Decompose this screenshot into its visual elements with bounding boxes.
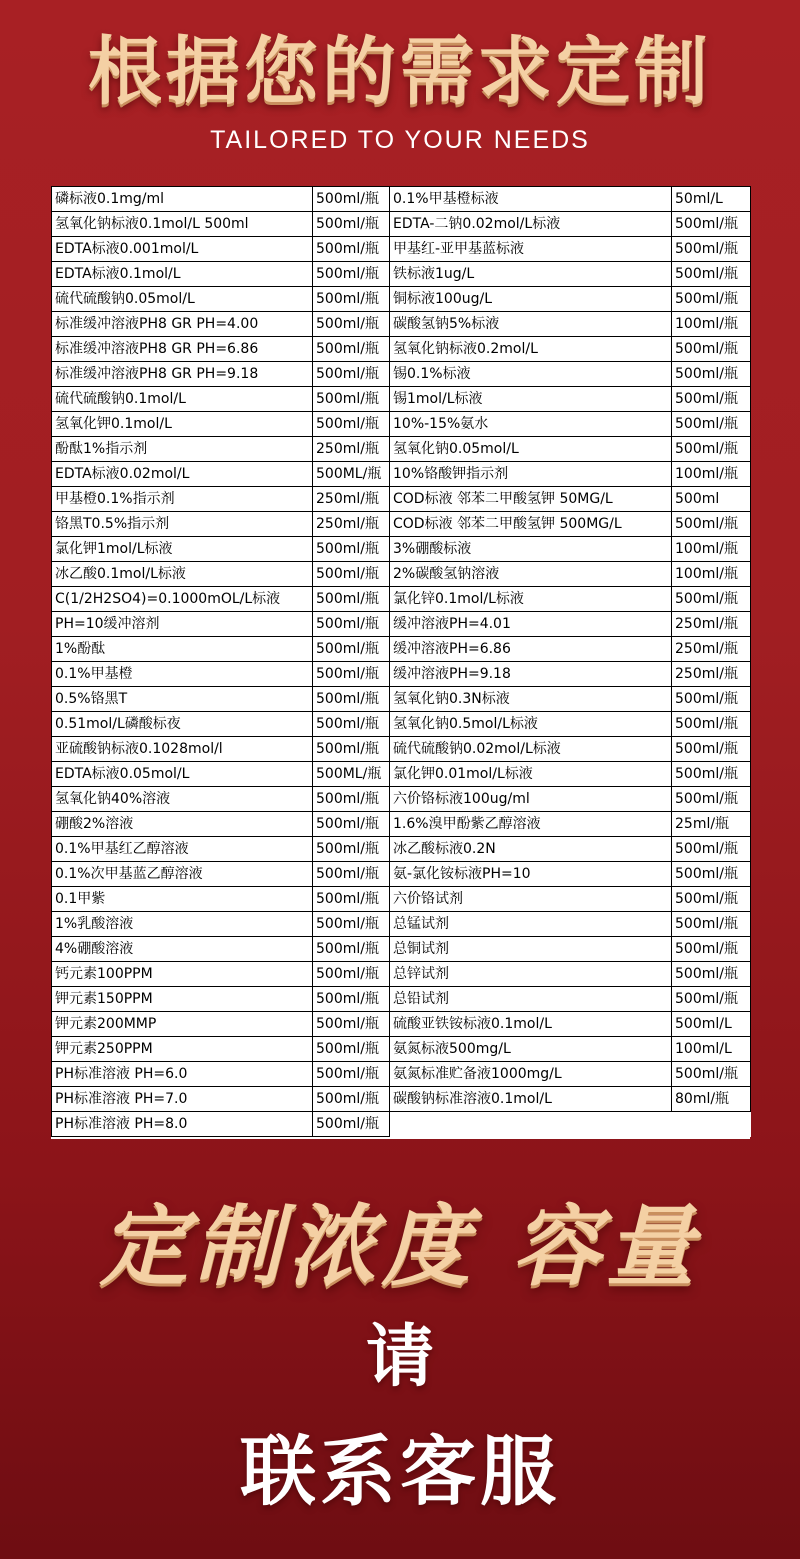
product-name-cell: 0.1%甲基红乙醇溶液 xyxy=(52,837,313,862)
volume-cell: 500ml/瓶 xyxy=(313,287,390,312)
product-name-cell: EDTA标液0.02mol/L xyxy=(52,462,313,487)
product-name-cell: 0.51mol/L磷酸标夜 xyxy=(52,712,313,737)
volume-cell: 500ml/瓶 xyxy=(672,937,751,962)
product-name-cell: 10%-15%氨水 xyxy=(390,412,672,437)
table-row xyxy=(52,912,751,937)
table-row xyxy=(52,1087,751,1112)
product-name-cell: 4%硼酸溶液 xyxy=(52,937,313,962)
volume-cell: 500ml/L xyxy=(672,1012,751,1037)
table-row xyxy=(52,1112,751,1137)
product-name-cell: PH=10缓冲溶剂 xyxy=(52,612,313,637)
table-row xyxy=(52,537,751,562)
volume-cell: 500ml/瓶 xyxy=(313,537,390,562)
product-name-cell: 总锰试剂 xyxy=(390,912,672,937)
volume-cell: 500ml/瓶 xyxy=(313,687,390,712)
volume-cell: 500ml/瓶 xyxy=(313,737,390,762)
product-name-cell: EDTA标液0.05mol/L xyxy=(52,762,313,787)
volume-cell: 500ml/瓶 xyxy=(313,387,390,412)
volume-cell: 500ml/瓶 xyxy=(672,887,751,912)
volume-cell: 500ml/瓶 xyxy=(672,362,751,387)
product-name-cell: 钾元素200MMP xyxy=(52,1012,313,1037)
product-name-cell: 氢氧化钠标液0.2mol/L xyxy=(390,337,672,362)
product-name-cell: 0.1%甲基橙 xyxy=(52,662,313,687)
product-name-cell: COD标液 邻苯二甲酸氢钾 50MG/L xyxy=(390,487,672,512)
product-table xyxy=(51,186,751,1137)
product-name-cell: 标准缓冲溶液PH8 GR PH=9.18 xyxy=(52,362,313,387)
volume-cell: 500ml/瓶 xyxy=(672,337,751,362)
product-name-cell: EDTA标液0.001mol/L xyxy=(52,237,313,262)
volume-cell: 500ml/瓶 xyxy=(313,612,390,637)
volume-cell: 500ml/瓶 xyxy=(672,412,751,437)
product-table-container xyxy=(51,186,750,1139)
volume-cell: 500ml/瓶 xyxy=(313,1112,390,1137)
product-name-cell xyxy=(390,1112,672,1137)
volume-cell: 250ml/瓶 xyxy=(313,487,390,512)
product-name-cell: 硫代硫酸钠0.1mol/L xyxy=(52,387,313,412)
product-name-cell: 硫酸亚铁铵标液0.1mol/L xyxy=(390,1012,672,1037)
volume-cell: 500ml/瓶 xyxy=(313,937,390,962)
volume-cell: 500ml/瓶 xyxy=(672,712,751,737)
product-name-cell: 钙元素100PPM xyxy=(52,962,313,987)
table-row xyxy=(52,837,751,862)
table-row xyxy=(52,262,751,287)
volume-cell: 250ml/瓶 xyxy=(672,637,751,662)
table-row xyxy=(52,212,751,237)
volume-cell: 80ml/瓶 xyxy=(672,1087,751,1112)
product-name-cell: 1.6%溴甲酚紫乙醇溶液 xyxy=(390,812,672,837)
table-row xyxy=(52,1037,751,1062)
product-table-body xyxy=(52,187,751,1137)
volume-cell: 500ml/瓶 xyxy=(313,237,390,262)
product-name-cell: 硫代硫酸钠0.05mol/L xyxy=(52,287,313,312)
product-name-cell: COD标液 邻苯二甲酸氢钾 500MG/L xyxy=(390,512,672,537)
table-row xyxy=(52,462,751,487)
volume-cell: 500ml xyxy=(672,487,751,512)
please-text: 请 xyxy=(365,1318,434,1397)
volume-cell: 100ml/瓶 xyxy=(672,537,751,562)
product-name-cell: 硫代硫酸钠0.02mol/L标液 xyxy=(390,737,672,762)
product-name-cell: 总铅试剂 xyxy=(390,987,672,1012)
volume-cell: 500ml/瓶 xyxy=(672,387,751,412)
product-name-cell: 钾元素150PPM xyxy=(52,987,313,1012)
product-name-cell: 10%铬酸钾指示剂 xyxy=(390,462,672,487)
product-name-cell: 3%硼酸标液 xyxy=(390,537,672,562)
table-row xyxy=(52,987,751,1012)
product-name-cell: 铬黑T0.5%指示剂 xyxy=(52,512,313,537)
table-row xyxy=(52,787,751,812)
volume-cell: 500ml/瓶 xyxy=(313,412,390,437)
volume-cell: 500ML/瓶 xyxy=(313,462,390,487)
product-name-cell: 总铜试剂 xyxy=(390,937,672,962)
product-name-cell: 氯化锌0.1mol/L标液 xyxy=(390,587,672,612)
volume-cell: 25ml/瓶 xyxy=(672,812,751,837)
volume-cell: 500ml/瓶 xyxy=(672,962,751,987)
product-name-cell: 0.1%甲基橙标液 xyxy=(390,187,672,212)
table-row xyxy=(52,287,751,312)
product-name-cell: 冰乙酸标液0.2N xyxy=(390,837,672,862)
product-name-cell: 氯化钾1mol/L标液 xyxy=(52,537,313,562)
product-name-cell: 氨氮标准贮备液1000mg/L xyxy=(390,1062,672,1087)
table-row xyxy=(52,562,751,587)
volume-cell: 500ml/瓶 xyxy=(313,212,390,237)
volume-cell: 500ml/瓶 xyxy=(313,187,390,212)
product-name-cell: 酚酞1%指示剂 xyxy=(52,437,313,462)
product-name-cell: 氢氧化钠0.3N标液 xyxy=(390,687,672,712)
volume-cell: 500ml/瓶 xyxy=(313,987,390,1012)
volume-cell: 500ml/瓶 xyxy=(672,762,751,787)
table-row xyxy=(52,887,751,912)
volume-cell: 500ml/瓶 xyxy=(672,687,751,712)
volume-cell: 500ml/瓶 xyxy=(313,912,390,937)
product-name-cell: EDTA标液0.1mol/L xyxy=(52,262,313,287)
volume-cell: 250ml/瓶 xyxy=(313,437,390,462)
product-name-cell: 0.5%铬黑T xyxy=(52,687,313,712)
product-name-cell: C(1/2H2SO4)=0.1000mOL/L标液 xyxy=(52,587,313,612)
table-row xyxy=(52,187,751,212)
table-row xyxy=(52,387,751,412)
volume-cell: 500ml/瓶 xyxy=(313,637,390,662)
volume-cell: 100ml/瓶 xyxy=(672,462,751,487)
volume-cell: 500ml/瓶 xyxy=(672,787,751,812)
product-name-cell: 缓冲溶液PH=4.01 xyxy=(390,612,672,637)
product-name-cell: 六价铬试剂 xyxy=(390,887,672,912)
volume-cell: 500ml/瓶 xyxy=(672,262,751,287)
product-name-cell: 锡1mol/L标液 xyxy=(390,387,672,412)
table-row xyxy=(52,487,751,512)
product-name-cell: 碳酸氢钠5%标液 xyxy=(390,312,672,337)
volume-cell: 500ml/瓶 xyxy=(313,1062,390,1087)
volume-cell: 500ml/瓶 xyxy=(672,837,751,862)
table-row xyxy=(52,612,751,637)
table-row xyxy=(52,437,751,462)
product-name-cell: 甲基红-亚甲基蓝标液 xyxy=(390,237,672,262)
product-name-cell: 冰乙酸0.1mol/L标液 xyxy=(52,562,313,587)
volume-cell: 500ml/瓶 xyxy=(313,312,390,337)
contact-service-text: 联系客服 xyxy=(240,1427,560,1516)
table-row xyxy=(52,1062,751,1087)
volume-cell: 250ml/瓶 xyxy=(672,612,751,637)
table-row xyxy=(52,712,751,737)
product-name-cell: PH标准溶液 PH=6.0 xyxy=(52,1062,313,1087)
volume-cell: 500ml/瓶 xyxy=(313,262,390,287)
product-name-cell: 六价铬标液100ug/ml xyxy=(390,787,672,812)
product-name-cell: 缓冲溶液PH=9.18 xyxy=(390,662,672,687)
table-row xyxy=(52,737,751,762)
volume-cell: 500ml/瓶 xyxy=(313,1012,390,1037)
volume-cell: 250ml/瓶 xyxy=(672,662,751,687)
table-row xyxy=(52,862,751,887)
volume-cell: 500ml/瓶 xyxy=(672,212,751,237)
product-name-cell: 标准缓冲溶液PH8 GR PH=4.00 xyxy=(52,312,313,337)
table-row xyxy=(52,662,751,687)
table-row xyxy=(52,512,751,537)
volume-cell xyxy=(672,1112,751,1137)
product-name-cell: 氯化钾0.01mol/L标液 xyxy=(390,762,672,787)
product-name-cell: 硼酸2%溶液 xyxy=(52,812,313,837)
volume-cell: 500ml/瓶 xyxy=(313,862,390,887)
product-name-cell: PH标准溶液 PH=8.0 xyxy=(52,1112,313,1137)
product-name-cell: EDTA-二钠0.02mol/L标液 xyxy=(390,212,672,237)
product-name-cell: 氢氧化钠标液0.1mol/L 500ml xyxy=(52,212,313,237)
product-name-cell: 氢氧化钠0.5mol/L标液 xyxy=(390,712,672,737)
volume-cell: 500ml/瓶 xyxy=(313,337,390,362)
table-row xyxy=(52,412,751,437)
volume-cell: 500ml/瓶 xyxy=(672,912,751,937)
product-name-cell: 锡0.1%标液 xyxy=(390,362,672,387)
volume-cell: 500ml/瓶 xyxy=(672,237,751,262)
volume-cell: 500ml/瓶 xyxy=(313,787,390,812)
product-name-cell: 标准缓冲溶液PH8 GR PH=6.86 xyxy=(52,337,313,362)
product-name-cell: 1%乳酸溶液 xyxy=(52,912,313,937)
volume-cell: 500ml/瓶 xyxy=(672,862,751,887)
volume-cell: 500ML/瓶 xyxy=(313,762,390,787)
product-name-cell: 氢氧化钾0.1mol/L xyxy=(52,412,313,437)
volume-cell: 500ml/瓶 xyxy=(313,837,390,862)
page-title: 根据您的需求定制 xyxy=(88,29,712,115)
volume-cell: 50ml/L xyxy=(672,187,751,212)
custom-concentration-headline: 定制浓度 容量 xyxy=(99,1195,701,1298)
table-row xyxy=(52,362,751,387)
volume-cell: 500ml/瓶 xyxy=(672,737,751,762)
table-row xyxy=(52,337,751,362)
volume-cell: 100ml/L xyxy=(672,1037,751,1062)
volume-cell: 500ml/瓶 xyxy=(672,512,751,537)
product-name-cell: 1%酚酞 xyxy=(52,637,313,662)
product-name-cell: 氨氮标液500mg/L xyxy=(390,1037,672,1062)
product-name-cell: 甲基橙0.1%指示剂 xyxy=(52,487,313,512)
table-row xyxy=(52,762,751,787)
volume-cell: 500ml/瓶 xyxy=(313,1087,390,1112)
volume-cell: 500ml/瓶 xyxy=(313,712,390,737)
volume-cell: 500ml/瓶 xyxy=(313,587,390,612)
table-row xyxy=(52,687,751,712)
volume-cell: 500ml/瓶 xyxy=(672,587,751,612)
table-row xyxy=(52,587,751,612)
volume-cell: 500ml/瓶 xyxy=(313,812,390,837)
volume-cell: 500ml/瓶 xyxy=(313,562,390,587)
product-name-cell: 氨-氯化铵标液PH=10 xyxy=(390,862,672,887)
table-row xyxy=(52,637,751,662)
product-name-cell: 0.1%次甲基蓝乙醇溶液 xyxy=(52,862,313,887)
volume-cell: 500ml/瓶 xyxy=(313,887,390,912)
product-name-cell: 缓冲溶液PH=6.86 xyxy=(390,637,672,662)
volume-cell: 500ml/瓶 xyxy=(672,437,751,462)
product-name-cell: 0.1甲紫 xyxy=(52,887,313,912)
table-row xyxy=(52,962,751,987)
table-row xyxy=(52,237,751,262)
table-row xyxy=(52,1012,751,1037)
page-subtitle: TAILORED TO YOUR NEEDS xyxy=(210,126,590,154)
product-name-cell: 总锌试剂 xyxy=(390,962,672,987)
table-row xyxy=(52,812,751,837)
product-name-cell: PH标准溶液 PH=7.0 xyxy=(52,1087,313,1112)
table-row xyxy=(52,937,751,962)
product-name-cell: 磷标液0.1mg/ml xyxy=(52,187,313,212)
product-name-cell: 氢氧化钠40%溶液 xyxy=(52,787,313,812)
product-name-cell: 铁标液1ug/L xyxy=(390,262,672,287)
product-name-cell: 亚硫酸钠标液0.1028mol/l xyxy=(52,737,313,762)
volume-cell: 500ml/瓶 xyxy=(313,362,390,387)
product-name-cell: 铜标液100ug/L xyxy=(390,287,672,312)
product-name-cell: 2%碳酸氢钠溶液 xyxy=(390,562,672,587)
table-row xyxy=(52,312,751,337)
volume-cell: 500ml/瓶 xyxy=(313,1037,390,1062)
volume-cell: 500ml/瓶 xyxy=(313,662,390,687)
volume-cell: 250ml/瓶 xyxy=(313,512,390,537)
volume-cell: 500ml/瓶 xyxy=(672,287,751,312)
volume-cell: 100ml/瓶 xyxy=(672,562,751,587)
volume-cell: 500ml/瓶 xyxy=(672,987,751,1012)
product-name-cell: 碳酸钠标准溶液0.1mol/L xyxy=(390,1087,672,1112)
product-name-cell: 钾元素250PPM xyxy=(52,1037,313,1062)
volume-cell: 500ml/瓶 xyxy=(313,962,390,987)
product-name-cell: 氢氧化钠0.05mol/L xyxy=(390,437,672,462)
volume-cell: 500ml/瓶 xyxy=(672,1062,751,1087)
volume-cell: 100ml/瓶 xyxy=(672,312,751,337)
